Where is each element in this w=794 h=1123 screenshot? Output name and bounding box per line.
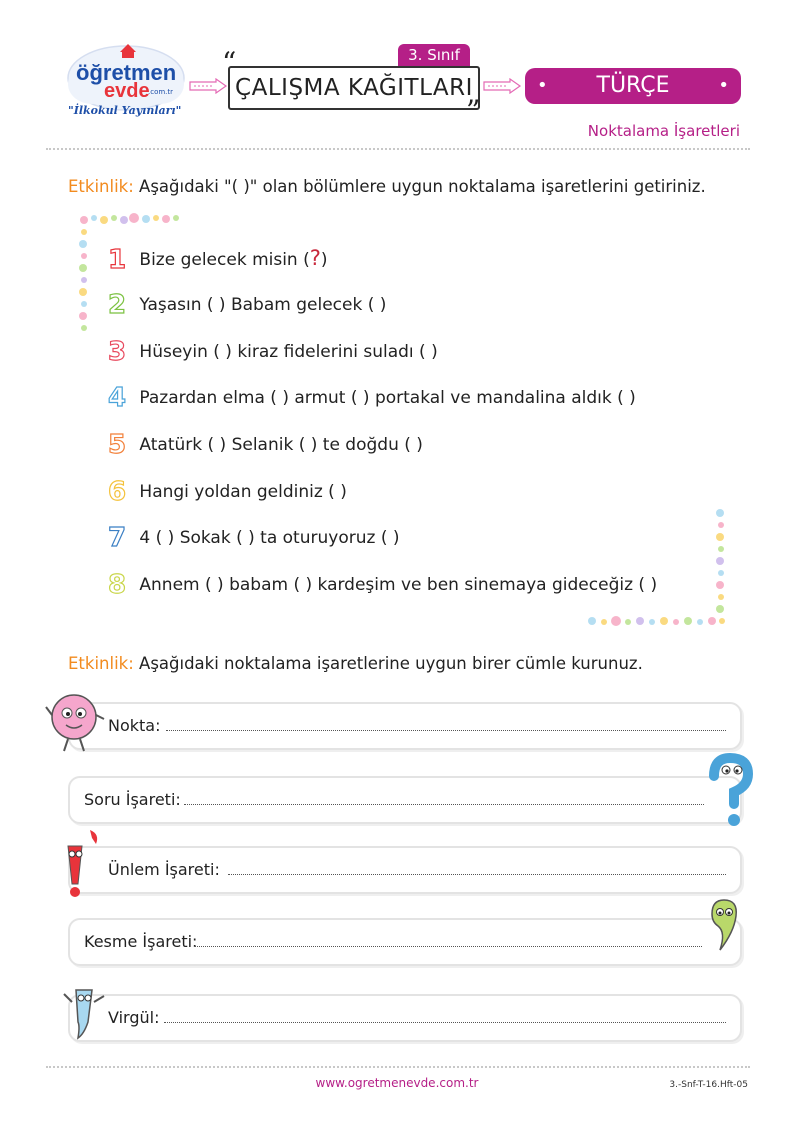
sentence-label: Ünlem İşareti: [108,860,220,879]
answer-line[interactable] [164,1022,726,1023]
header-divider [46,148,750,150]
exercise-item-2 [104,290,386,320]
sentence-label: Kesme İşareti: [84,932,198,951]
activity1-instruction: Aşağıdaki "( )" olan bölümlere uygun noktalama işaretlerini getiriniz. [139,177,706,196]
answer-line[interactable] [166,730,726,731]
item-text: Atatürk ( ) Selanik ( ) te doğdu ( ) [139,435,423,455]
item-text: Bize gelecek misin ( [139,250,310,270]
item-text: Hangi yoldan geldiniz ( ) [139,482,347,502]
number-4-icon: 4 [107,383,127,413]
period-character-icon [44,685,110,755]
sentence-label: Nokta: [108,716,161,735]
item-text: Pazardan elma ( ) armut ( ) portakal ve mandalina aldık ( ) [139,388,636,408]
answer-line[interactable] [184,804,704,805]
activity-label: Etkinlik: [68,177,134,196]
answer-line[interactable] [194,946,702,947]
footer-divider [46,1066,750,1068]
grade-badge: 3. Sınıf [398,44,470,66]
exercise-item-5 [104,430,423,460]
activity2-instruction: Aşağıdaki noktalama işaretlerine uygun birer cümle kurunuz. [139,654,643,673]
exclamation-mark-character-icon [60,826,110,898]
sentence-box-virgul [68,994,742,1042]
item-text: Yaşasın ( ) Babam gelecek ( ) [139,295,387,315]
number-5-icon: 5 [107,430,127,460]
sentence-box-unlem-isareti [68,846,742,894]
item-text: 4 ( ) Sokak ( ) ta oturuyoruz ( ) [139,528,400,548]
number-1-icon: 1 [107,245,127,275]
logo-domain: .com.tr [148,88,174,96]
number-2-icon: 2 [107,290,127,320]
open-quote-icon: “ [222,46,237,79]
activity2-instruction-line [68,654,643,673]
exercise-item-8 [104,570,657,600]
number-3-icon: 3 [107,337,127,367]
logo-word-ogretmen: öğretmen [76,60,177,85]
exercise-item-3 [104,337,438,367]
decorative-dot-frame-bottom-right [584,505,734,635]
item-text: Hüseyin ( ) kiraz fidelerini suladı ( ) [139,342,438,362]
logo-tagline: "İlkokul Yayınları" [68,104,182,117]
close-quote-icon: ” [466,94,481,127]
exercise-item-1 [104,243,328,273]
worksheet-title: ÇALIŞMA KAĞITLARI [235,75,473,101]
sentence-box-nokta [68,702,742,750]
question-mark-character-icon [700,752,756,830]
activity-label: Etkinlik: [68,654,134,673]
exercise-item-7 [104,523,400,553]
sentence-label: Virgül: [108,1008,160,1027]
item-text-end: ) [320,250,328,270]
topic-title: Noktalama İşaretleri [587,122,740,140]
number-7-icon: 7 [107,523,127,553]
sentence-label: Soru İşareti: [84,790,181,809]
footer-document-code: 3.-Snf-T-16.Hft-05 [669,1080,748,1090]
sentence-box-kesme-isareti [68,918,742,966]
arrow-right-icon [188,78,228,94]
number-6-icon: 6 [107,477,127,507]
bullet-icon: • [537,75,548,96]
sentence-box-soru-isareti [68,776,742,824]
exercise-item-6 [104,477,347,507]
exercise-item-4 [104,383,636,413]
answer-line[interactable] [228,874,726,875]
number-8-icon: 8 [107,570,127,600]
worksheet-title-box [228,66,480,110]
question-mark-answer: ? [309,246,321,270]
footer-website-link[interactable]: www.ogretmenevde.com.tr [315,1076,479,1090]
activity1-instruction-line [68,177,706,196]
bullet-icon: • [718,75,729,96]
subject-banner [525,68,741,104]
item-text: Annem ( ) babam ( ) kardeşim ve ben sinemaya gideceğiz ( ) [139,575,658,595]
comma-character-icon [62,976,112,1046]
apostrophe-character-icon [704,896,748,956]
logo-word-evde: evde [104,80,150,102]
publisher-logo [62,38,192,128]
arrow-right-icon [482,78,522,94]
subject-name: TÜRÇE [596,73,670,98]
